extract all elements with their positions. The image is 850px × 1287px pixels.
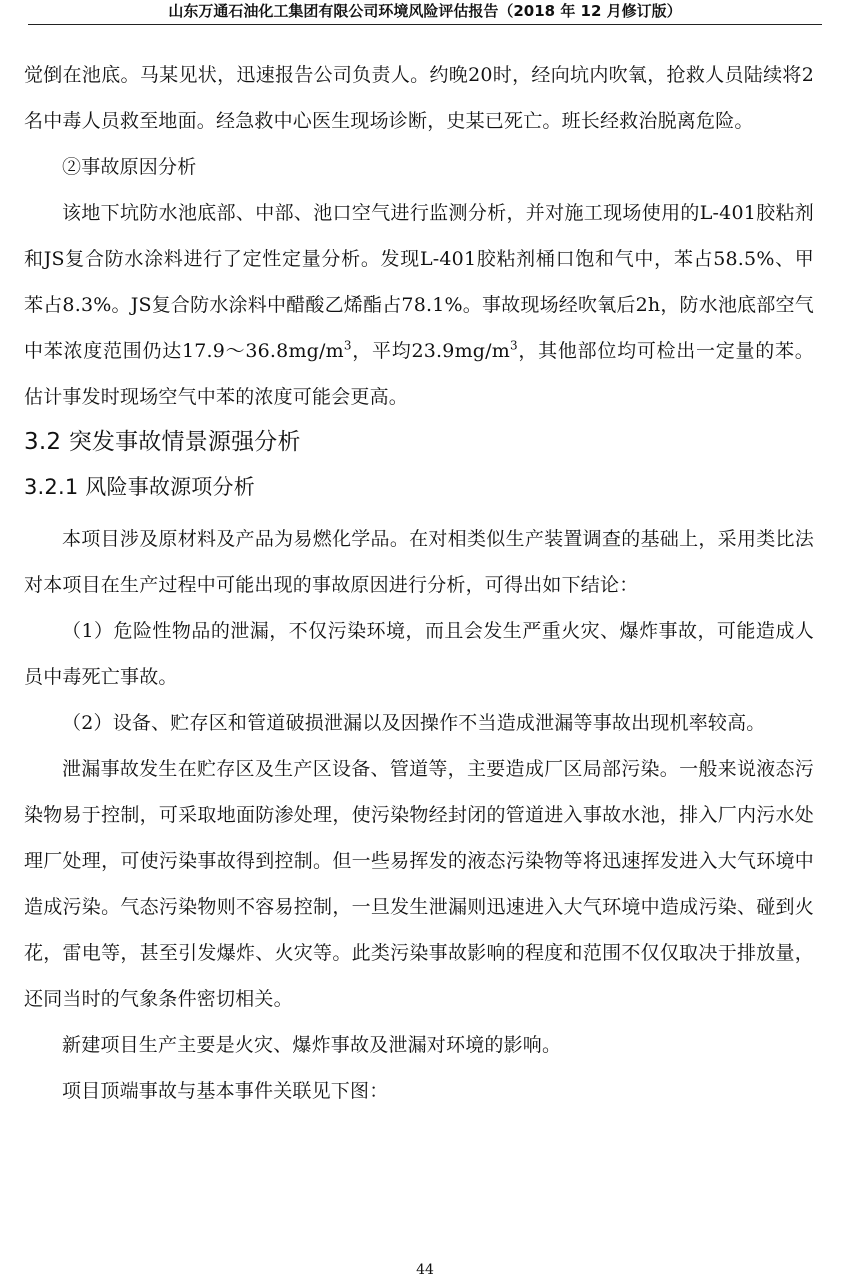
paragraph: 项目顶端事故与基本事件关联见下图： <box>62 1080 389 1102</box>
page-header <box>28 0 822 25</box>
paragraph: 泄漏事故发生在贮存区及生产区设备、管道等，主要造成厂区局部污染。一般来说液态污染物易于控制，可采取地面防渗处理，使污染物经封闭的管道进入事故水池，排入厂内污水处理厂处理，可使污染事故得到控制。但一些易挥发的液态污染物等将迅速挥发进入大气环境中造成污染。气态污染物则不容易控制，一旦发生泄漏则迅速进入大气环境中造成污染、碰到火花，雷电等，甚至引发爆炸、火灾等。此类污染事故影响的程度和范围不仅仅取决于排放量，还同当时的气象条件密切相关。 <box>24 758 814 1010</box>
list-item: （1）危险性物品的泄漏，不仅污染环境，而且会发生严重火灾、爆炸事故，可能造成人员中毒死亡事故。 <box>24 620 814 688</box>
paragraph: 新建项目生产主要是火灾、爆炸事故及泄漏对环境的影响。 <box>62 1034 562 1056</box>
list-item: （2）设备、贮存区和管道破损泄漏以及因操作不当造成泄漏等事故出现机率较高。 <box>62 712 766 734</box>
subsection-label: ②事故原因分析 <box>62 156 197 178</box>
paragraph: 觉倒在池底。马某见状，迅速报告公司负责人。约晚20时，经向坑内吹氧，抢救人员陆续将2名中毒人员救至地面。经急救中心医生现场诊断，史某已死亡。班长经救治脱离危险。 <box>24 64 814 132</box>
document-body <box>24 52 814 1114</box>
paragraph: 本项目涉及原材料及产品为易燃化学品。在对相类似生产装置调查的基础上，采用类比法对本项目在生产过程中可能出现的事故原因进行分析，可得出如下结论： <box>24 528 814 596</box>
superscript: 3 <box>343 338 352 353</box>
paragraph <box>24 190 814 420</box>
superscript: 3 <box>509 338 518 353</box>
text-run: 该地下坑防水池底部、中部、池口空气进行监测分析，并对施工现场使用的L-401胶粘剂和JS复合防水涂料进行了定性定量分析。发现L-401胶粘剂桶口饱和气中，苯占58.5%、甲苯占8.3%。JS复合防水涂料中醋酸乙烯酯占78.1%。事故现场经吹氧后2h，防水池底部空气中苯浓度范围仍达17.9～36.8mg/m <box>24 202 814 362</box>
text-run: ，平均23.9mg/m <box>351 340 510 362</box>
section-heading: 3.2 突发事故情景源强分析 <box>24 429 301 455</box>
page-number: 44 <box>416 1262 434 1278</box>
subsection-heading: 3.2.1 风险事故源项分析 <box>24 475 255 499</box>
header-title: 山东万通石油化工集团有限公司环境风险评估报告（2018 年 12 月修订版） <box>168 2 682 20</box>
text-run: ，其他部位均可检出一定量的苯。估计事发时现场空气中苯的浓度可能会更高。 <box>24 340 814 408</box>
